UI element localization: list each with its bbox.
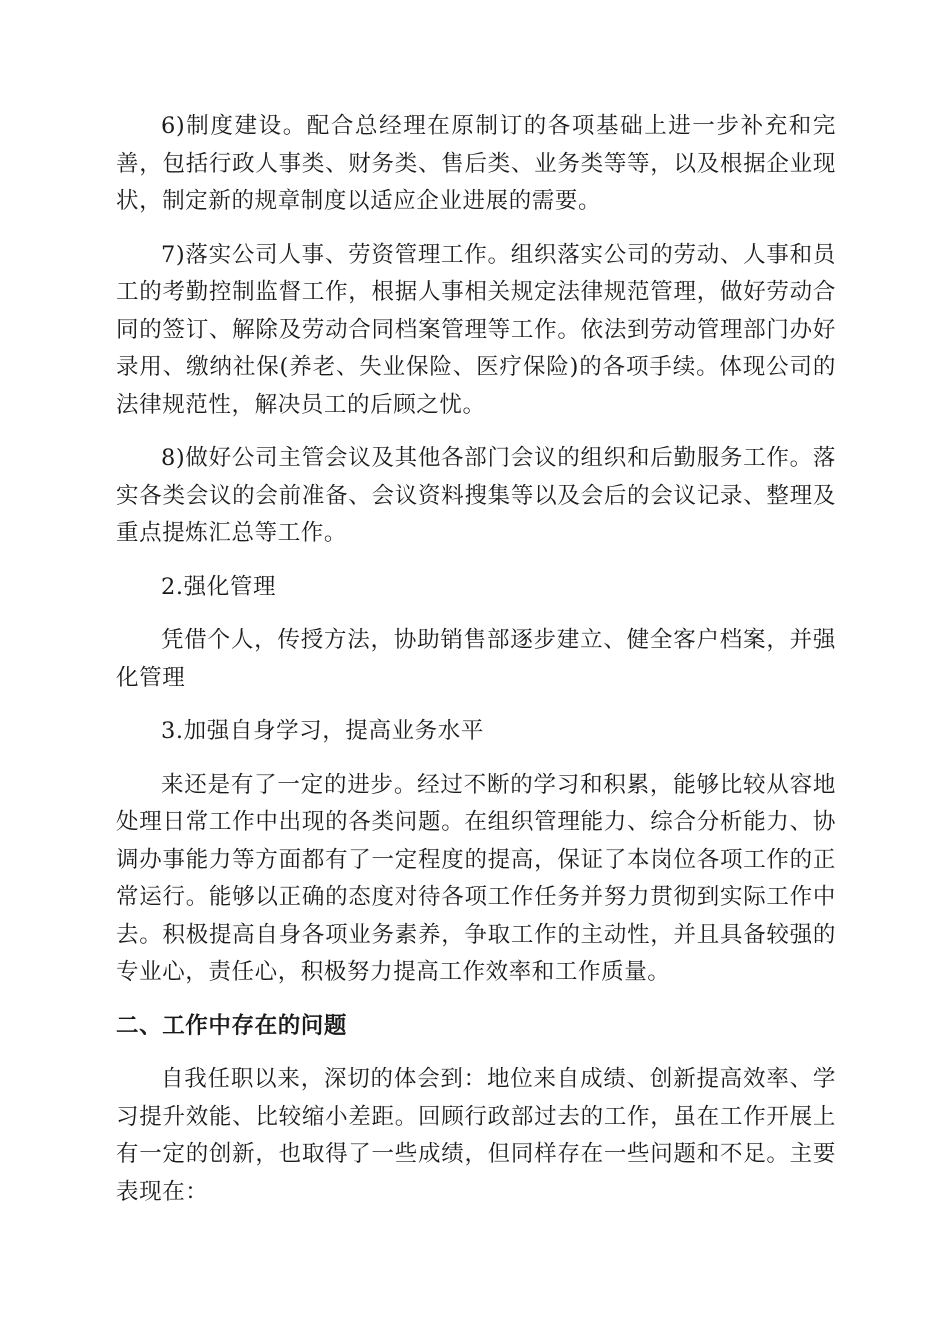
paragraph-personnel-management: 7)落实公司人事、劳资管理工作。组织落实公司的劳动、人事和员工的考勤控制监督工作，根据人事相关规定法律规范管理，做好劳动合同的签订、解除及劳动合同档案管理等工作。依法到劳动管理部门办好录用、缴纳社保(养老、失业保险、医疗保险)的各项手续。体现公司的法律规范性，解决员工的后顾之忧。 (116, 241, 836, 418)
section-heading-problems: 二、工作中存在的问题 (116, 1012, 348, 1039)
paragraph-meeting-organization: 8)做好公司主管会议及其他各部门会议的组织和后勤服务工作。落实各类会议的会前准备、会议资料搜集等以及会后的会议记录、整理及重点提炼汇总等工作。 (116, 445, 836, 546)
paragraph-progress: 来还是有了一定的进步。经过不断的学习和积累，能够比较从容地处理日常工作中出现的各类问题。在组织管理能力、综合分析能力、协调办事能力等方面都有了一定程度的提高，保证了本岗位各项工作的正常运行。能够以正确的态度对待各项工作任务并努力贯彻到实际工作中去。积极提高自身各项业务素养，争取工作的主动性，并且具备较强的专业心，责任心，积极努力提高工作效率和工作质量。 (116, 771, 836, 985)
paragraph-customer-files: 凭借个人，传授方法，协助销售部逐步建立、健全客户档案，并强化管理 (116, 627, 836, 691)
subheading-strengthen-management: 2.强化管理 (161, 573, 277, 600)
paragraph-system-construction: 6)制度建设。配合总经理在原制订的各项基础上进一步补充和完善，包括行政人事类、财务类、售后类、业务类等等，以及根据企业现状，制定新的规章制度以适应企业进展的需要。 (116, 113, 836, 214)
document-body (116, 108, 836, 1227)
subheading-self-study: 3.加强自身学习，提高业务水平 (161, 718, 484, 744)
paragraph-since-appointment: 自我任职以来，深切的体会到：地位来自成绩、创新提高效率、学习提升效能、比较缩小差距。回顾行政部过去的工作，虽在工作开展上有一定的创新，也取得了一些成绩，但同样存在一些问题和不足。主要表现在： (116, 1066, 836, 1205)
